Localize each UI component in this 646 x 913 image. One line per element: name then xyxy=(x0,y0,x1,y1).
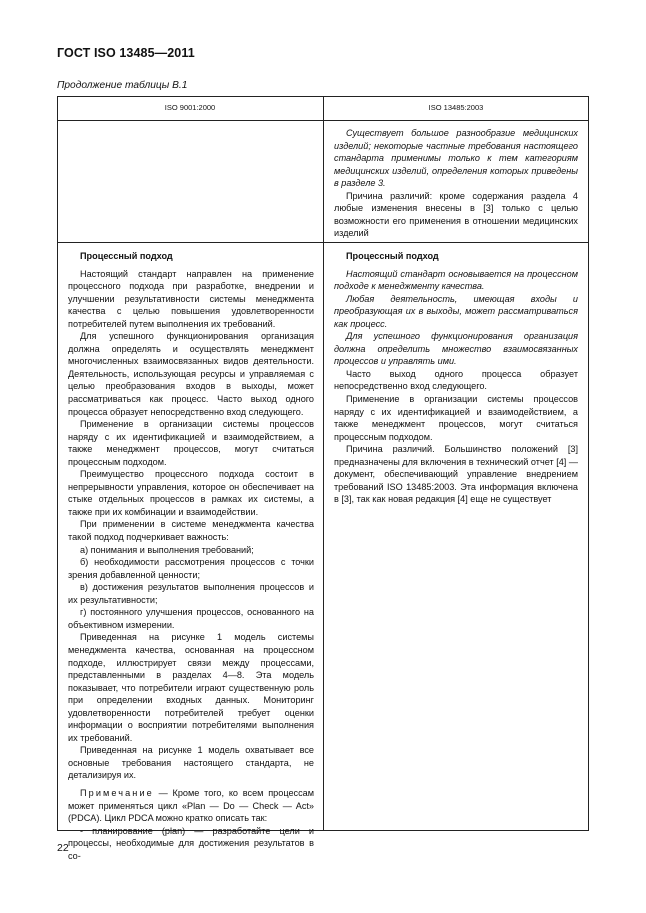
row1-right-paragraph-1: Существует большое разнообразие медицинских изделий; некоторые частные требования настоящего стандарта применимы только к тем категориям медицинских изделий, определения которых приведены в разделе 3. xyxy=(334,128,578,189)
process-approach-heading-right: Процессный подход xyxy=(346,251,439,261)
note-text: — Кроме того, ко всем процессам может применяться цикл «Plan — Do — Check — Act» (PDCA). Цикл PDCA можно кратко описать так: xyxy=(68,787,314,824)
column-divider xyxy=(323,96,324,831)
left-paragraph-6: Приведенная на рисунке 1 модель системы менеджмента качества, основанная на процессном подходе, иллюстрирует связи между процессами, представленными в разделах 4—8. Эта модель показывает, что потребители играют существенную роль при определении входных данных. Мониторинг удовлетворенности потребителей требует оценки информации о восприятии потребителями выполнения их требований. xyxy=(68,632,314,743)
column-header-iso13485: ISO 13485:2003 xyxy=(428,103,484,112)
left-paragraph-2: Для успешного функционирования организация должна определять и осуществлять менеджмент многочисленных взаимосвязанных видов деятельности. Деятельность, использующая ресурсы и управляемая с целью преобразования входов в выходы, может рассматриваться как процесс. Часто выход одного процесса образует непосредственно вход следующего. xyxy=(68,331,314,417)
left-paragraph-1: Настоящий стандарт направлен на применение процессного подхода при разработке, внедрении и улучшении результативности системы менеджмента качества с целью повышения удовлетворенности потребителей путем выполнения их требований. xyxy=(68,268,314,329)
right-paragraph-5: Применение в организации системы процессов наряду с их идентификацией и взаимодействием, а также менеджмент процессов, могут считаться процессным подходом. xyxy=(334,394,578,442)
list-item-c: в) достижения результатов выполнения процессов и их результативности; xyxy=(68,582,314,605)
row2-right-cell xyxy=(334,250,578,506)
table-border-right xyxy=(588,96,589,831)
left-paragraph-7: Приведенная на рисунке 1 модель охватывает все основные требования настоящего стандарта, не детализируя их. xyxy=(68,745,314,781)
row1-right-cell xyxy=(334,127,578,240)
right-paragraph-6: Причина различий. Большинство положений [3] предназначены для включения в технический отчет [4] — документ, обеспечивающий управление внедрением требований ISO 13485:2003. Эта информация включена в [3], так как новая редакция [4] еще не существует xyxy=(334,444,579,505)
table-border-left xyxy=(57,96,58,831)
process-approach-heading-left: Процессный подход xyxy=(80,251,173,261)
document-standard-title: ГОСТ ISO 13485—2011 xyxy=(57,46,195,60)
list-item-b: б) необходимости рассмотрения процессов с точки зрения добавленной ценности; xyxy=(68,557,314,580)
right-paragraph-4: Часто выход одного процесса образует непосредственно вход следующего. xyxy=(334,368,578,392)
note-paragraph xyxy=(68,787,314,825)
right-paragraph-1: Настоящий стандарт основывается на процессном подходе к менеджменту качества. xyxy=(334,268,578,292)
left-paragraph-5: При применении в системе менеджмента качества такой подход подчеркивает важность: xyxy=(68,519,314,543)
note-label: Примечание xyxy=(80,787,154,798)
left-paragraph-3: Применение в организации системы процессов наряду с их идентификацией и взаимодействием, а также менеджмент процессов, могут считаться процессным подходом. xyxy=(68,419,314,467)
table-caption: Продолжение таблицы В.1 xyxy=(57,80,188,91)
row2-left-cell xyxy=(68,250,314,862)
list-item-a: а) понимания и выполнения требований; xyxy=(80,544,254,555)
right-paragraph-2: Любая деятельность, имеющая входы и преобразующая их в выходы, может рассматриваться как процесс. xyxy=(334,293,578,329)
row1-right-paragraph-2: Причина различий: кроме содержания раздела 4 любые изменения внесены в [3] только с целью возможности его применения в отношении медицинских изделий xyxy=(334,190,578,239)
right-paragraph-3: Для успешного функционирования организация должна определить множество взаимосвязанных процессов и управлять ими. xyxy=(334,331,578,367)
note-item-plan: - планирование (plan) — разработайте цели и процессы, необходимые для достижения результатов в со- xyxy=(68,825,314,861)
page-number: 22 xyxy=(57,842,69,854)
left-paragraph-4: Преимущество процессного подхода состоит в непрерывности управления, которое он обеспечивает на стыке отдельных процессов в рамках их системы, а также при их комбинации и взаимодействии. xyxy=(68,469,314,517)
column-header-iso9001: ISO 9001:2000 xyxy=(164,103,216,112)
list-item-d: г) постоянного улучшения процессов, основанного на объективном измерении. xyxy=(68,607,314,630)
